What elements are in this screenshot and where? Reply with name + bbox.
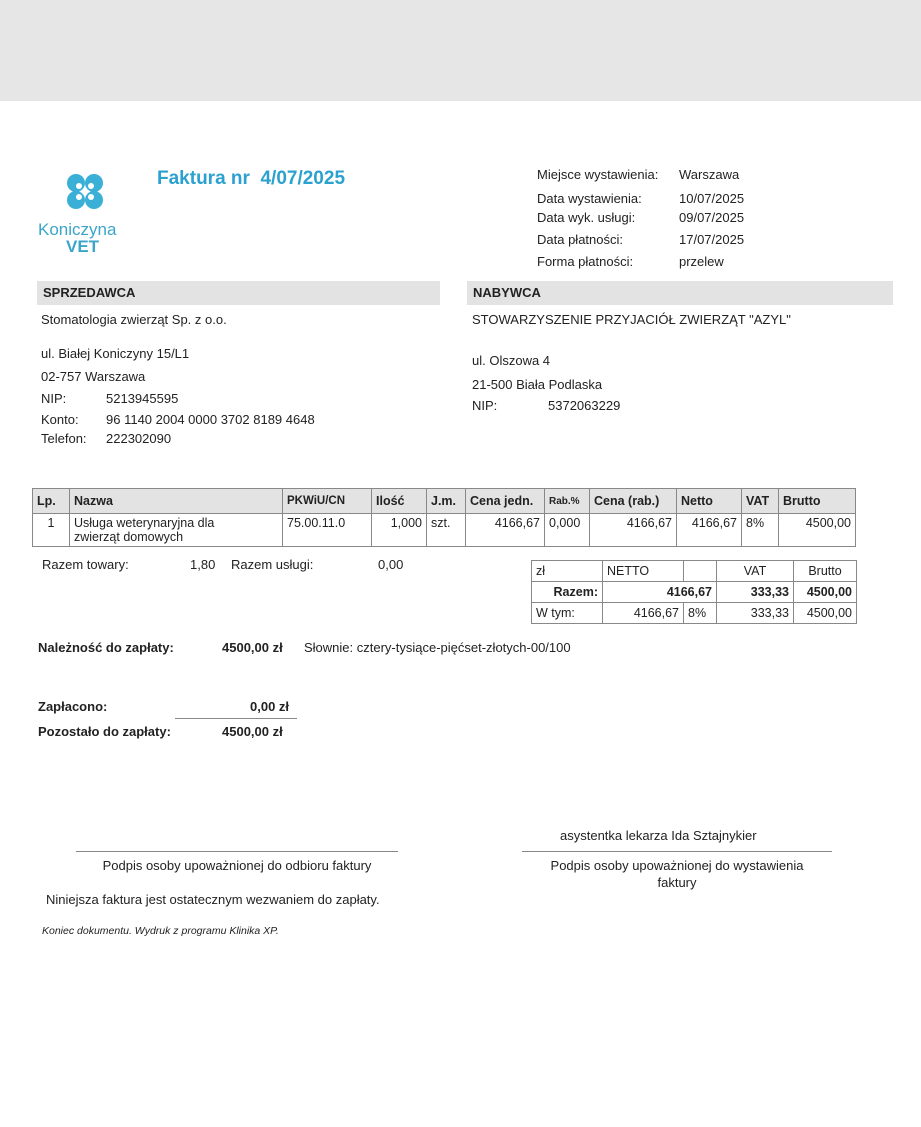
sum-total-label: Razem: bbox=[532, 582, 603, 603]
cell-price-disc: 4166,67 bbox=[590, 514, 677, 547]
summary-total-row bbox=[532, 582, 857, 603]
col-price-disc: Cena (rab.) bbox=[590, 489, 677, 514]
meta-label-place: Miejsce wystawienia: bbox=[537, 167, 659, 182]
cell-name-line1: Usługa weterynaryjna dla bbox=[74, 516, 215, 530]
table-row bbox=[33, 514, 856, 547]
seller-city: 02-757 Warszawa bbox=[41, 369, 146, 384]
col-net: Netto bbox=[677, 489, 742, 514]
summary-including-row bbox=[532, 603, 857, 624]
cell-vat: 8% bbox=[742, 514, 779, 547]
cell-lp: 1 bbox=[33, 514, 70, 547]
sum-inc-gross: 4500,00 bbox=[794, 603, 857, 624]
invoice-title-prefix: Faktura nr bbox=[157, 168, 250, 189]
meta-label-payment-method: Forma płatności: bbox=[537, 254, 634, 269]
seller-street: ul. Białej Koniczyny 15/L1 bbox=[41, 346, 190, 361]
seller-phone: 222302090 bbox=[106, 431, 172, 446]
col-lp: Lp. bbox=[33, 489, 70, 514]
seller-nip: 5213945595 bbox=[106, 391, 179, 406]
buyer-heading: NABYWCA bbox=[467, 281, 893, 305]
due-label: Należność do zapłaty: bbox=[38, 640, 174, 655]
col-name: Nazwa bbox=[70, 489, 283, 514]
seller-heading: SPRZEDAWCA bbox=[37, 281, 440, 305]
sum-total-net: 4166,67 bbox=[603, 582, 717, 603]
final-notice: Niniejsza faktura jest ostatecznym wezwaniem do zapłaty. bbox=[46, 892, 380, 907]
col-vat: VAT bbox=[742, 489, 779, 514]
sum-col-net: NETTO bbox=[603, 561, 684, 582]
services-value: 0,00 bbox=[378, 557, 404, 572]
col-pkwiu: PKWiU/CN bbox=[283, 489, 372, 514]
summary-header-row bbox=[532, 561, 857, 582]
logo-name: Koniczyna bbox=[38, 220, 117, 239]
seller-name: Stomatologia zwierząt Sp. z o.o. bbox=[41, 312, 227, 327]
seller-account-label: Konto: bbox=[41, 412, 79, 427]
meta-value-service-date: 09/07/2025 bbox=[679, 210, 745, 225]
cell-qty: 1,000 bbox=[372, 514, 427, 547]
cell-name bbox=[70, 514, 283, 547]
services-label: Razem usługi: bbox=[231, 557, 314, 572]
paid-value: 0,00 zł bbox=[250, 699, 290, 714]
remaining-value: 4500,00 zł bbox=[222, 724, 283, 739]
sum-col-gross: Brutto bbox=[794, 561, 857, 582]
issuer-signature-caption-line1: Podpis osoby upoważnionej do wystawienia bbox=[550, 858, 804, 873]
col-gross: Brutto bbox=[779, 489, 856, 514]
receiver-signature-line bbox=[76, 851, 398, 852]
col-unit: J.m. bbox=[427, 489, 466, 514]
meta-value-payment-date: 17/07/2025 bbox=[679, 232, 745, 247]
top-bar bbox=[0, 0, 921, 101]
amount-in-words: Słownie: cztery-tysiące-pięćset-złotych-00/100 bbox=[304, 640, 571, 655]
meta-label-payment-date: Data płatności: bbox=[537, 232, 623, 247]
seller-phone-label: Telefon: bbox=[41, 431, 87, 446]
col-discount: Rab.% bbox=[545, 489, 590, 514]
cell-net: 4166,67 bbox=[677, 514, 742, 547]
issuer-signature-line bbox=[522, 851, 832, 852]
sum-col-vat: VAT bbox=[717, 561, 794, 582]
cell-price: 4166,67 bbox=[466, 514, 545, 547]
cell-unit: szt. bbox=[427, 514, 466, 547]
meta-label-issue-date: Data wystawienia: bbox=[537, 191, 642, 206]
sum-total-vat: 333,33 bbox=[717, 582, 794, 603]
cell-name-line2: zwierząt domowych bbox=[74, 530, 184, 544]
receiver-signature-caption: Podpis osoby upoważnionej do odbioru faktury bbox=[102, 858, 372, 873]
cell-gross: 4500,00 bbox=[779, 514, 856, 547]
buyer-street: ul. Olszowa 4 bbox=[472, 353, 551, 368]
cell-pkwiu: 75.00.11.0 bbox=[283, 514, 372, 547]
buyer-nip-label: NIP: bbox=[472, 398, 498, 413]
remaining-label: Pozostało do zapłaty: bbox=[38, 724, 171, 739]
goods-label: Razem towary: bbox=[42, 557, 129, 572]
buyer-nip: 5372063229 bbox=[548, 398, 621, 413]
seller-nip-label: NIP: bbox=[41, 391, 67, 406]
items-header-row bbox=[33, 489, 856, 514]
sum-col-empty bbox=[684, 561, 717, 582]
meta-label-service-date: Data wyk. usługi: bbox=[537, 210, 636, 225]
meta-value-place: Warszawa bbox=[679, 167, 740, 182]
sum-inc-net: 4166,67 bbox=[603, 603, 684, 624]
invoice-title bbox=[157, 168, 345, 190]
col-qty: Ilość bbox=[372, 489, 427, 514]
issuer-name: asystentka lekarza Ida Sztajnykier bbox=[560, 828, 757, 843]
cell-discount: 0,000 bbox=[545, 514, 590, 547]
sum-currency: zł bbox=[532, 561, 603, 582]
issuer-signature-caption-line2: faktury bbox=[657, 875, 697, 890]
paid-label: Zapłacono: bbox=[38, 699, 108, 714]
sum-total-gross: 4500,00 bbox=[794, 582, 857, 603]
items-table bbox=[32, 488, 856, 547]
sum-inc-label: W tym: bbox=[532, 603, 603, 624]
sum-inc-rate: 8% bbox=[684, 603, 717, 624]
paid-divider bbox=[175, 718, 297, 719]
invoice-number: 4/07/2025 bbox=[260, 168, 346, 189]
buyer-city: 21-500 Biała Podlaska bbox=[472, 377, 603, 392]
goods-value: 1,80 bbox=[190, 557, 216, 572]
due-value: 4500,00 zł bbox=[222, 640, 283, 655]
col-price: Cena jedn. bbox=[466, 489, 545, 514]
summary-table bbox=[531, 560, 857, 624]
logo-subname: VET bbox=[66, 237, 100, 256]
end-of-document: Koniec dokumentu. Wydruk z programu Klinika XP. bbox=[42, 925, 279, 937]
clover-icon bbox=[60, 170, 110, 216]
sum-inc-vat: 333,33 bbox=[717, 603, 794, 624]
meta-value-payment-method: przelew bbox=[679, 254, 724, 269]
buyer-name: STOWARZYSZENIE PRZYJACIÓŁ ZWIERZĄT "AZYL" bbox=[472, 312, 791, 327]
seller-account: 96 1140 2004 0000 3702 8189 4648 bbox=[106, 412, 315, 427]
meta-value-issue-date: 10/07/2025 bbox=[679, 191, 745, 206]
